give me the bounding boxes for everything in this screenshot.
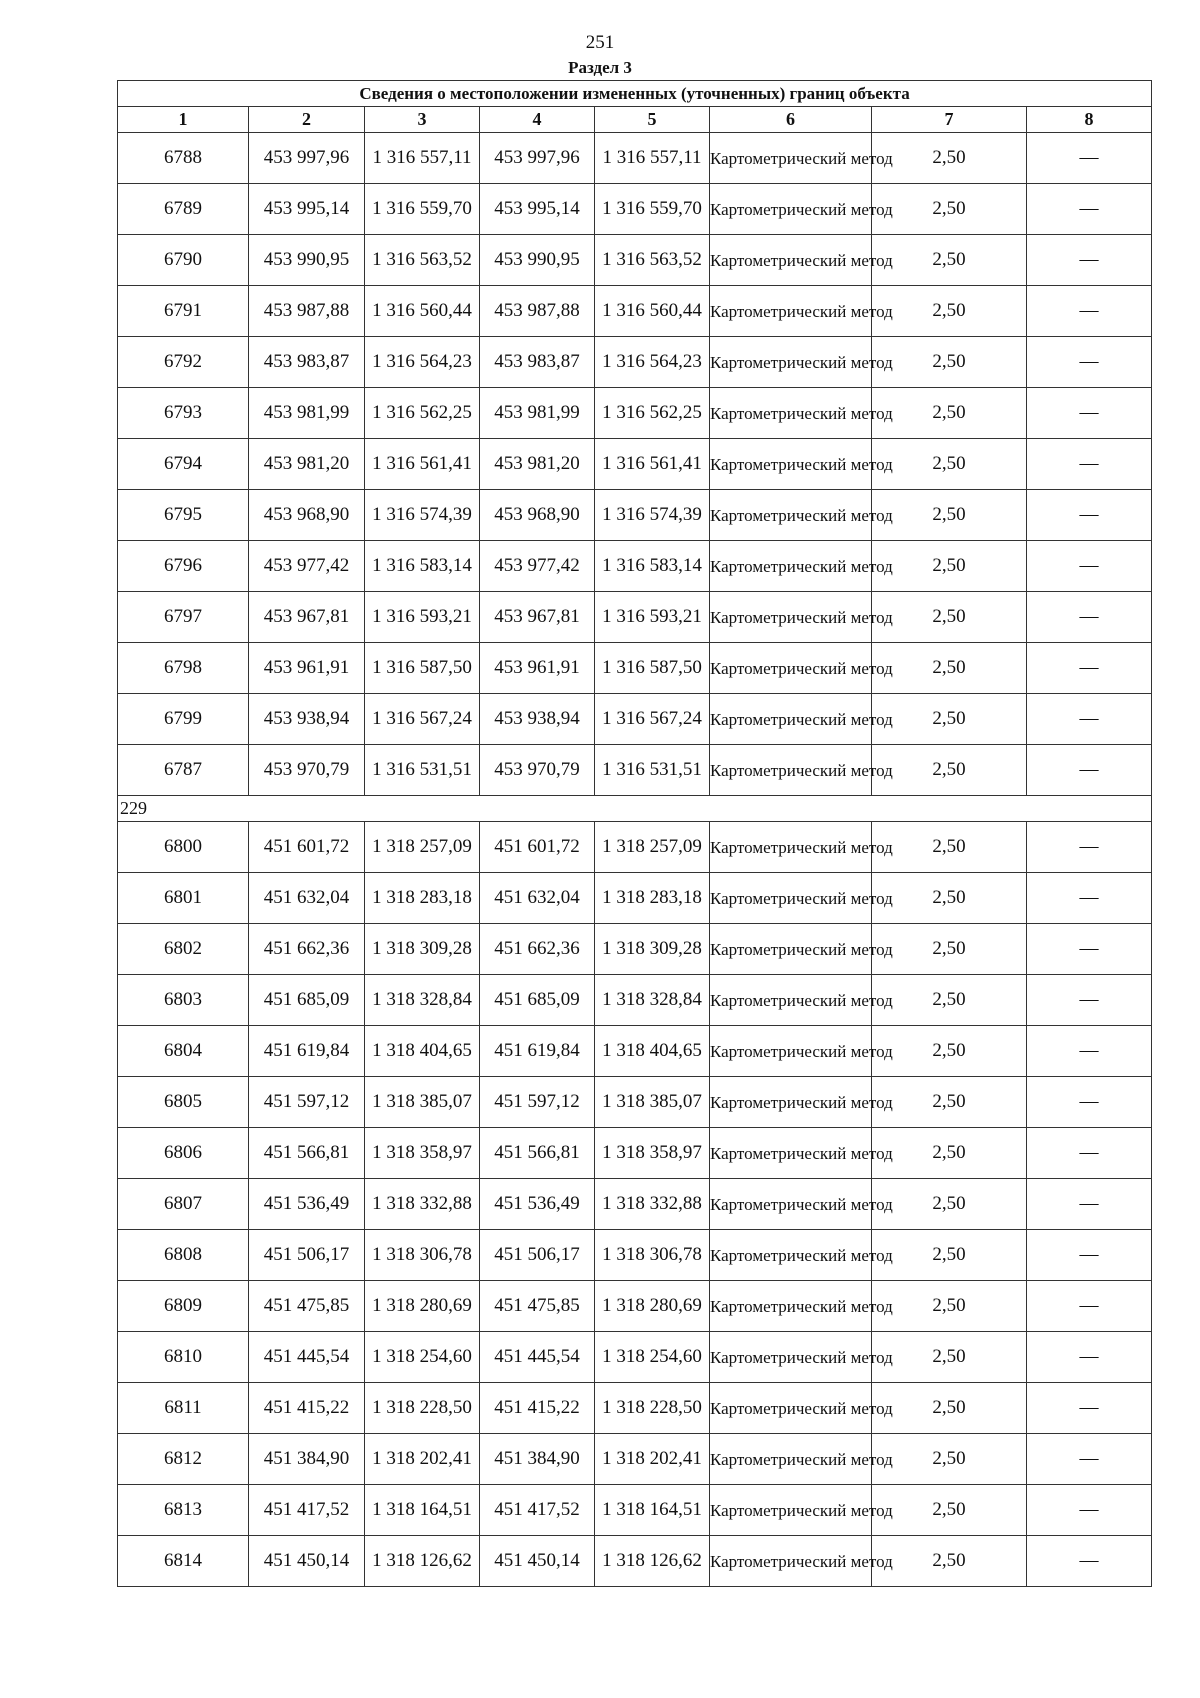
x-old-cell: 453 995,14 xyxy=(249,184,365,235)
y-new-cell: 1 318 385,07 xyxy=(595,1077,710,1128)
method-cell: Картометрический метод xyxy=(710,1128,872,1179)
accuracy-cell: 2,50 xyxy=(872,439,1027,490)
accuracy-cell: 2,50 xyxy=(872,388,1027,439)
x-new-cell: 451 506,17 xyxy=(480,1230,595,1281)
x-old-cell: 453 938,94 xyxy=(249,694,365,745)
x-old-cell: 453 990,95 xyxy=(249,235,365,286)
y-new-cell: 1 318 164,51 xyxy=(595,1485,710,1536)
y-old-cell: 1 318 228,50 xyxy=(365,1383,480,1434)
y-new-cell: 1 318 358,97 xyxy=(595,1128,710,1179)
accuracy-cell: 2,50 xyxy=(872,592,1027,643)
accuracy-cell: 2,50 xyxy=(872,694,1027,745)
y-old-cell: 1 318 306,78 xyxy=(365,1230,480,1281)
x-old-cell: 451 415,22 xyxy=(249,1383,365,1434)
x-new-cell: 451 601,72 xyxy=(480,822,595,873)
x-new-cell: 451 384,90 xyxy=(480,1434,595,1485)
description-cell: — xyxy=(1027,822,1152,873)
y-new-cell: 1 318 328,84 xyxy=(595,975,710,1026)
method-cell: Картометрический метод xyxy=(710,592,872,643)
method-cell: Картометрический метод xyxy=(710,184,872,235)
x-new-cell: 451 685,09 xyxy=(480,975,595,1026)
y-new-cell: 1 318 332,88 xyxy=(595,1179,710,1230)
table-row xyxy=(118,388,1152,439)
x-new-cell: 451 662,36 xyxy=(480,924,595,975)
method-cell: Картометрический метод xyxy=(710,490,872,541)
x-new-cell: 453 961,91 xyxy=(480,643,595,694)
x-old-cell: 451 450,14 xyxy=(249,1536,365,1587)
description-cell: — xyxy=(1027,235,1152,286)
x-old-cell: 453 961,91 xyxy=(249,643,365,694)
x-old-cell: 451 506,17 xyxy=(249,1230,365,1281)
description-cell: — xyxy=(1027,286,1152,337)
method-cell: Картометрический метод xyxy=(710,439,872,490)
method-cell: Картометрический метод xyxy=(710,235,872,286)
accuracy-cell: 2,50 xyxy=(872,1281,1027,1332)
description-cell: — xyxy=(1027,643,1152,694)
point-number-cell: 6790 xyxy=(118,235,249,286)
y-old-cell: 1 318 126,62 xyxy=(365,1536,480,1587)
table-row xyxy=(118,1434,1152,1485)
description-cell: — xyxy=(1027,490,1152,541)
y-old-cell: 1 318 280,69 xyxy=(365,1281,480,1332)
y-new-cell: 1 316 563,52 xyxy=(595,235,710,286)
x-new-cell: 451 632,04 xyxy=(480,873,595,924)
accuracy-cell: 2,50 xyxy=(872,1383,1027,1434)
accuracy-cell: 2,50 xyxy=(872,822,1027,873)
accuracy-cell: 2,50 xyxy=(872,541,1027,592)
point-number-cell: 6789 xyxy=(118,184,249,235)
description-cell: — xyxy=(1027,1128,1152,1179)
accuracy-cell: 2,50 xyxy=(872,235,1027,286)
method-cell: Картометрический метод xyxy=(710,1230,872,1281)
accuracy-cell: 2,50 xyxy=(872,184,1027,235)
x-old-cell: 451 685,09 xyxy=(249,975,365,1026)
y-old-cell: 1 318 358,97 xyxy=(365,1128,480,1179)
table-row xyxy=(118,541,1152,592)
table-title: Сведения о местоположении измененных (уточненных) границ объекта xyxy=(118,81,1152,107)
table-row xyxy=(118,1179,1152,1230)
x-new-cell: 453 995,14 xyxy=(480,184,595,235)
y-old-cell: 1 316 583,14 xyxy=(365,541,480,592)
accuracy-cell: 2,50 xyxy=(872,1332,1027,1383)
method-cell: Картометрический метод xyxy=(710,1485,872,1536)
x-old-cell: 453 967,81 xyxy=(249,592,365,643)
x-old-cell: 451 536,49 xyxy=(249,1179,365,1230)
method-cell: Картометрический метод xyxy=(710,337,872,388)
page-number: 251 xyxy=(585,32,615,53)
x-new-cell: 453 990,95 xyxy=(480,235,595,286)
x-new-cell: 451 415,22 xyxy=(480,1383,595,1434)
y-old-cell: 1 318 332,88 xyxy=(365,1179,480,1230)
y-new-cell: 1 316 587,50 xyxy=(595,643,710,694)
description-cell: — xyxy=(1027,1077,1152,1128)
group-row xyxy=(118,796,1152,822)
x-old-cell: 453 977,42 xyxy=(249,541,365,592)
x-new-cell: 453 983,87 xyxy=(480,337,595,388)
table-row xyxy=(118,1230,1152,1281)
y-old-cell: 1 318 385,07 xyxy=(365,1077,480,1128)
x-old-cell: 453 987,88 xyxy=(249,286,365,337)
x-new-cell: 453 997,96 xyxy=(480,133,595,184)
x-new-cell: 453 981,99 xyxy=(480,388,595,439)
accuracy-cell: 2,50 xyxy=(872,1536,1027,1587)
y-new-cell: 1 318 126,62 xyxy=(595,1536,710,1587)
section-title: Раздел 3 xyxy=(568,58,632,77)
accuracy-cell: 2,50 xyxy=(872,924,1027,975)
table-body xyxy=(118,133,1152,1587)
y-old-cell: 1 318 283,18 xyxy=(365,873,480,924)
y-new-cell: 1 316 561,41 xyxy=(595,439,710,490)
x-old-cell: 451 619,84 xyxy=(249,1026,365,1077)
y-new-cell: 1 316 531,51 xyxy=(595,745,710,796)
x-old-cell: 453 983,87 xyxy=(249,337,365,388)
table-row xyxy=(118,184,1152,235)
x-new-cell: 451 536,49 xyxy=(480,1179,595,1230)
x-new-cell: 453 987,88 xyxy=(480,286,595,337)
table-row xyxy=(118,337,1152,388)
point-number-cell: 6814 xyxy=(118,1536,249,1587)
point-number-cell: 6796 xyxy=(118,541,249,592)
x-new-cell: 451 450,14 xyxy=(480,1536,595,1587)
point-number-cell: 6813 xyxy=(118,1485,249,1536)
x-new-cell: 453 981,20 xyxy=(480,439,595,490)
y-new-cell: 1 316 560,44 xyxy=(595,286,710,337)
column-number: 2 xyxy=(249,107,365,133)
point-number-cell: 6791 xyxy=(118,286,249,337)
column-number: 6 xyxy=(710,107,872,133)
group-label: 229 xyxy=(118,796,1152,822)
point-number-cell: 6811 xyxy=(118,1383,249,1434)
description-cell: — xyxy=(1027,1230,1152,1281)
x-old-cell: 453 997,96 xyxy=(249,133,365,184)
method-cell: Картометрический метод xyxy=(710,133,872,184)
y-new-cell: 1 316 564,23 xyxy=(595,337,710,388)
x-new-cell: 453 968,90 xyxy=(480,490,595,541)
point-number-cell: 6797 xyxy=(118,592,249,643)
accuracy-cell: 2,50 xyxy=(872,1434,1027,1485)
y-old-cell: 1 318 254,60 xyxy=(365,1332,480,1383)
description-cell: — xyxy=(1027,924,1152,975)
column-number: 8 xyxy=(1027,107,1152,133)
method-cell: Картометрический метод xyxy=(710,873,872,924)
x-old-cell: 451 417,52 xyxy=(249,1485,365,1536)
table-row xyxy=(118,924,1152,975)
description-cell: — xyxy=(1027,1026,1152,1077)
y-old-cell: 1 316 564,23 xyxy=(365,337,480,388)
point-number-cell: 6788 xyxy=(118,133,249,184)
description-cell: — xyxy=(1027,1332,1152,1383)
y-old-cell: 1 316 557,11 xyxy=(365,133,480,184)
column-number: 4 xyxy=(480,107,595,133)
x-old-cell: 453 981,99 xyxy=(249,388,365,439)
description-cell: — xyxy=(1027,745,1152,796)
x-old-cell: 451 445,54 xyxy=(249,1332,365,1383)
point-number-cell: 6803 xyxy=(118,975,249,1026)
x-old-cell: 451 601,72 xyxy=(249,822,365,873)
method-cell: Картометрический метод xyxy=(710,1281,872,1332)
point-number-cell: 6809 xyxy=(118,1281,249,1332)
point-number-cell: 6802 xyxy=(118,924,249,975)
point-number-cell: 6804 xyxy=(118,1026,249,1077)
accuracy-cell: 2,50 xyxy=(872,745,1027,796)
x-new-cell: 451 597,12 xyxy=(480,1077,595,1128)
method-cell: Картометрический метод xyxy=(710,643,872,694)
table-title-row xyxy=(118,81,1152,107)
accuracy-cell: 2,50 xyxy=(872,1485,1027,1536)
y-new-cell: 1 316 567,24 xyxy=(595,694,710,745)
y-new-cell: 1 316 562,25 xyxy=(595,388,710,439)
table-row xyxy=(118,439,1152,490)
x-new-cell: 451 445,54 xyxy=(480,1332,595,1383)
accuracy-cell: 2,50 xyxy=(872,975,1027,1026)
accuracy-cell: 2,50 xyxy=(872,1026,1027,1077)
description-cell: — xyxy=(1027,1434,1152,1485)
method-cell: Картометрический метод xyxy=(710,1077,872,1128)
point-number-cell: 6798 xyxy=(118,643,249,694)
table-row xyxy=(118,694,1152,745)
column-number-row xyxy=(118,107,1152,133)
table-row xyxy=(118,1077,1152,1128)
x-new-cell: 453 977,42 xyxy=(480,541,595,592)
x-old-cell: 451 475,85 xyxy=(249,1281,365,1332)
accuracy-cell: 2,50 xyxy=(872,133,1027,184)
table-row xyxy=(118,1536,1152,1587)
x-old-cell: 451 597,12 xyxy=(249,1077,365,1128)
accuracy-cell: 2,50 xyxy=(872,1230,1027,1281)
method-cell: Картометрический метод xyxy=(710,822,872,873)
y-new-cell: 1 318 280,69 xyxy=(595,1281,710,1332)
x-old-cell: 453 968,90 xyxy=(249,490,365,541)
x-old-cell: 451 384,90 xyxy=(249,1434,365,1485)
method-cell: Картометрический метод xyxy=(710,1332,872,1383)
description-cell: — xyxy=(1027,1281,1152,1332)
y-old-cell: 1 316 531,51 xyxy=(365,745,480,796)
accuracy-cell: 2,50 xyxy=(872,873,1027,924)
description-cell: — xyxy=(1027,1179,1152,1230)
column-number: 7 xyxy=(872,107,1027,133)
y-new-cell: 1 318 257,09 xyxy=(595,822,710,873)
description-cell: — xyxy=(1027,541,1152,592)
table-row xyxy=(118,592,1152,643)
y-new-cell: 1 316 557,11 xyxy=(595,133,710,184)
description-cell: — xyxy=(1027,184,1152,235)
y-old-cell: 1 316 559,70 xyxy=(365,184,480,235)
method-cell: Картометрический метод xyxy=(710,1383,872,1434)
description-cell: — xyxy=(1027,694,1152,745)
y-old-cell: 1 316 560,44 xyxy=(365,286,480,337)
method-cell: Картометрический метод xyxy=(710,286,872,337)
x-new-cell: 451 619,84 xyxy=(480,1026,595,1077)
description-cell: — xyxy=(1027,1485,1152,1536)
method-cell: Картометрический метод xyxy=(710,1179,872,1230)
y-old-cell: 1 316 593,21 xyxy=(365,592,480,643)
y-old-cell: 1 316 561,41 xyxy=(365,439,480,490)
point-number-cell: 6794 xyxy=(118,439,249,490)
accuracy-cell: 2,50 xyxy=(872,286,1027,337)
table-row xyxy=(118,286,1152,337)
table-row xyxy=(118,133,1152,184)
method-cell: Картометрический метод xyxy=(710,1536,872,1587)
method-cell: Картометрический метод xyxy=(710,924,872,975)
table-row xyxy=(118,1281,1152,1332)
point-number-cell: 6787 xyxy=(118,745,249,796)
column-number: 3 xyxy=(365,107,480,133)
description-cell: — xyxy=(1027,388,1152,439)
description-cell: — xyxy=(1027,133,1152,184)
y-new-cell: 1 318 306,78 xyxy=(595,1230,710,1281)
description-cell: — xyxy=(1027,592,1152,643)
x-new-cell: 453 970,79 xyxy=(480,745,595,796)
point-number-cell: 6812 xyxy=(118,1434,249,1485)
table-row xyxy=(118,745,1152,796)
description-cell: — xyxy=(1027,1536,1152,1587)
y-old-cell: 1 318 202,41 xyxy=(365,1434,480,1485)
table-row xyxy=(118,1128,1152,1179)
y-new-cell: 1 318 254,60 xyxy=(595,1332,710,1383)
accuracy-cell: 2,50 xyxy=(872,643,1027,694)
coordinates-table xyxy=(117,80,1152,1587)
description-cell: — xyxy=(1027,975,1152,1026)
x-old-cell: 451 566,81 xyxy=(249,1128,365,1179)
table-row xyxy=(118,1332,1152,1383)
table-row xyxy=(118,1026,1152,1077)
y-new-cell: 1 318 309,28 xyxy=(595,924,710,975)
accuracy-cell: 2,50 xyxy=(872,1179,1027,1230)
y-new-cell: 1 318 404,65 xyxy=(595,1026,710,1077)
y-old-cell: 1 318 257,09 xyxy=(365,822,480,873)
y-new-cell: 1 316 583,14 xyxy=(595,541,710,592)
point-number-cell: 6807 xyxy=(118,1179,249,1230)
y-new-cell: 1 318 202,41 xyxy=(595,1434,710,1485)
x-new-cell: 451 566,81 xyxy=(480,1128,595,1179)
x-new-cell: 451 417,52 xyxy=(480,1485,595,1536)
x-old-cell: 453 970,79 xyxy=(249,745,365,796)
point-number-cell: 6808 xyxy=(118,1230,249,1281)
x-old-cell: 453 981,20 xyxy=(249,439,365,490)
y-old-cell: 1 318 404,65 xyxy=(365,1026,480,1077)
y-new-cell: 1 316 559,70 xyxy=(595,184,710,235)
column-number: 5 xyxy=(595,107,710,133)
x-new-cell: 453 938,94 xyxy=(480,694,595,745)
table-row xyxy=(118,1485,1152,1536)
x-new-cell: 451 475,85 xyxy=(480,1281,595,1332)
y-old-cell: 1 318 164,51 xyxy=(365,1485,480,1536)
table-row xyxy=(118,235,1152,286)
accuracy-cell: 2,50 xyxy=(872,1077,1027,1128)
y-new-cell: 1 316 593,21 xyxy=(595,592,710,643)
table-row xyxy=(118,873,1152,924)
table-row xyxy=(118,1383,1152,1434)
point-number-cell: 6810 xyxy=(118,1332,249,1383)
method-cell: Картометрический метод xyxy=(710,541,872,592)
y-old-cell: 1 316 587,50 xyxy=(365,643,480,694)
y-old-cell: 1 316 562,25 xyxy=(365,388,480,439)
method-cell: Картометрический метод xyxy=(710,1434,872,1485)
accuracy-cell: 2,50 xyxy=(872,490,1027,541)
column-number: 1 xyxy=(118,107,249,133)
point-number-cell: 6799 xyxy=(118,694,249,745)
method-cell: Картометрический метод xyxy=(710,1026,872,1077)
x-old-cell: 451 632,04 xyxy=(249,873,365,924)
y-new-cell: 1 318 228,50 xyxy=(595,1383,710,1434)
x-old-cell: 451 662,36 xyxy=(249,924,365,975)
table-row xyxy=(118,975,1152,1026)
point-number-cell: 6793 xyxy=(118,388,249,439)
table-row xyxy=(118,490,1152,541)
point-number-cell: 6806 xyxy=(118,1128,249,1179)
point-number-cell: 6805 xyxy=(118,1077,249,1128)
method-cell: Картометрический метод xyxy=(710,745,872,796)
point-number-cell: 6800 xyxy=(118,822,249,873)
description-cell: — xyxy=(1027,337,1152,388)
y-old-cell: 1 316 574,39 xyxy=(365,490,480,541)
table-row xyxy=(118,822,1152,873)
description-cell: — xyxy=(1027,1383,1152,1434)
y-new-cell: 1 316 574,39 xyxy=(595,490,710,541)
point-number-cell: 6792 xyxy=(118,337,249,388)
method-cell: Картометрический метод xyxy=(710,975,872,1026)
y-new-cell: 1 318 283,18 xyxy=(595,873,710,924)
point-number-cell: 6801 xyxy=(118,873,249,924)
y-old-cell: 1 316 563,52 xyxy=(365,235,480,286)
description-cell: — xyxy=(1027,439,1152,490)
table-row xyxy=(118,643,1152,694)
point-number-cell: 6795 xyxy=(118,490,249,541)
description-cell: — xyxy=(1027,873,1152,924)
accuracy-cell: 2,50 xyxy=(872,1128,1027,1179)
accuracy-cell: 2,50 xyxy=(872,337,1027,388)
method-cell: Картометрический метод xyxy=(710,694,872,745)
y-old-cell: 1 316 567,24 xyxy=(365,694,480,745)
x-new-cell: 453 967,81 xyxy=(480,592,595,643)
y-old-cell: 1 318 328,84 xyxy=(365,975,480,1026)
y-old-cell: 1 318 309,28 xyxy=(365,924,480,975)
method-cell: Картометрический метод xyxy=(710,388,872,439)
